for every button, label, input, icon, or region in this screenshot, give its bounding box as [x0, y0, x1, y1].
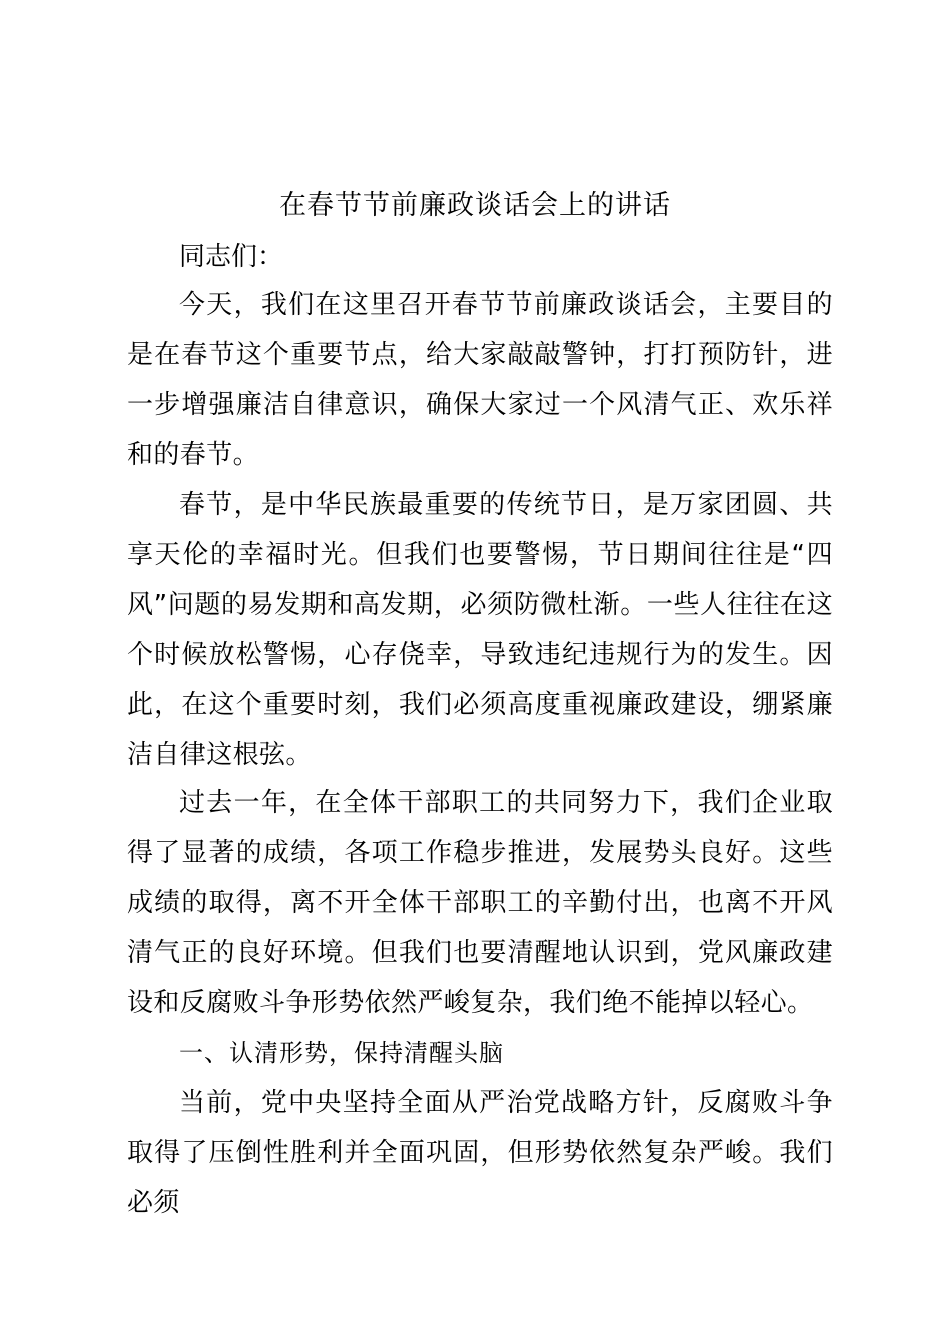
section-paragraph: 当前，党中央坚持全面从严治党战略方针，反腐败斗争取得了压倒性胜利并全面巩固，但形势依然复杂严峻。我们必须 — [127, 1088, 833, 1218]
paragraph-3: 过去一年，在全体干部职工的共同努力下，我们企业取得了显著的成绩，各项工作稳步推进，发展势头良好。这些成绩的取得，离不开全体干部职工的辛勤付出，也离不开风清气正的良好环境。但我们也要清醒地认识到，党风廉政建设和反腐败斗争形势依然严峻复杂，我们绝不能掉以轻心。 — [127, 788, 833, 1018]
paragraph-1: 今天，我们在这里召开春节节前廉政谈话会，主要目的是在春节这个重要节点，给大家敲敲警钟，打打预防针，进一步增强廉洁自律意识，确保大家过一个风清气正、欢乐祥和的春节。 — [127, 290, 833, 470]
section-heading: 一、认清形势，保持清醒头脑 — [179, 1039, 504, 1067]
document-title: 在春节节前廉政谈话会上的讲话 — [279, 190, 671, 221]
paragraph-2: 春节，是中华民族最重要的传统节日，是万家团圆、共享天伦的幸福时光。但我们也要警惕，节日期间往往是“四风”问题的易发期和高发期，必须防微杜渐。一些人往往在这个时候放松警惕，心存侥幸，导致违纪违规行为的发生。因此，在这个重要时刻，我们必须高度重视廉政建设，绷紧廉洁自律这根弦。 — [127, 490, 833, 770]
salutation: 同志们： — [179, 242, 284, 272]
